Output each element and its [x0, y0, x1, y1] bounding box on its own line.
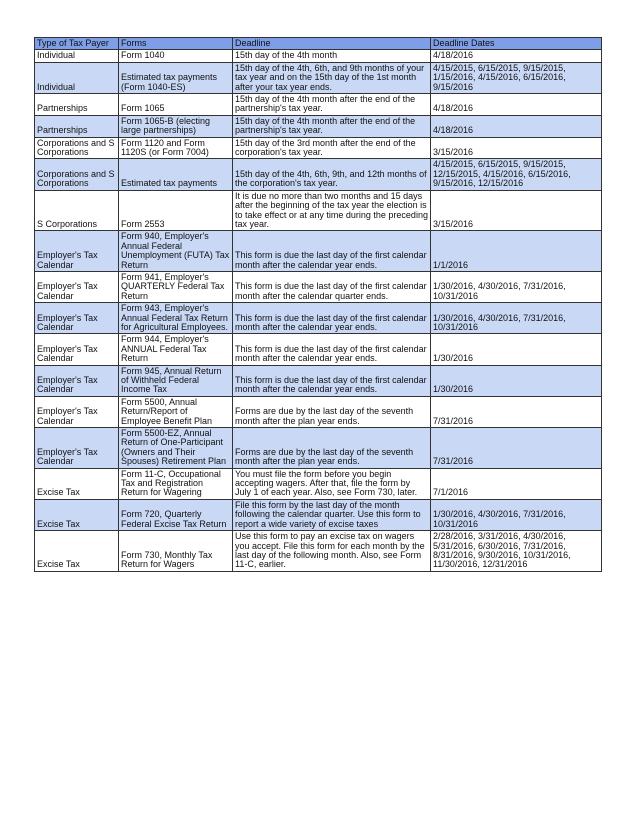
cell-taxpayer-type: Employer's Tax Calendar	[35, 271, 119, 302]
table-row	[35, 50, 602, 62]
table-header	[35, 38, 602, 50]
cell-form: Form 944, Employer's ANNUAL Federal Tax Return	[119, 334, 233, 365]
cell-taxpayer-type: Excise Tax	[35, 468, 119, 499]
cell-deadline-dates: 1/30/2016, 4/30/2016, 7/31/2016, 10/31/2016	[431, 271, 602, 302]
cell-form: Estimated tax payments	[119, 159, 233, 190]
cell-deadline: This form is due the last day of the first calendar month after the calendar year ends.	[233, 303, 431, 334]
header-type-of-tax-payer: Type of Tax Payer	[35, 38, 119, 50]
cell-taxpayer-type: Employer's Tax Calendar	[35, 334, 119, 365]
table-row	[35, 159, 602, 190]
header-forms: Forms	[119, 38, 233, 50]
cell-form: Form 940, Employer's Annual Federal Unemployment (FUTA) Tax Return	[119, 231, 233, 272]
cell-deadline-dates: 4/15/2015, 6/15/2015, 9/15/2015, 12/15/2015, 4/15/2016, 6/15/2016, 9/15/2016, 12/15/2016	[431, 159, 602, 190]
cell-deadline-dates: 4/18/2016	[431, 50, 602, 62]
cell-deadline: This form is due the last day of the first calendar month after the calendar year ends.	[233, 365, 431, 396]
table-row	[35, 468, 602, 499]
cell-deadline-dates: 7/1/2016	[431, 468, 602, 499]
header-row	[35, 38, 602, 50]
cell-deadline: 15th day of the 4th, 6th, 9th, and 12th months of the corporation's tax year.	[233, 159, 431, 190]
cell-form: Form 720, Quarterly Federal Excise Tax Return	[119, 499, 233, 530]
cell-form: Form 730, Monthly Tax Return for Wagers	[119, 531, 233, 572]
cell-taxpayer-type: Corporations and S Corporations	[35, 137, 119, 159]
tax-deadline-table	[34, 37, 602, 572]
table-row	[35, 137, 602, 159]
cell-taxpayer-type: Employer's Tax Calendar	[35, 231, 119, 272]
cell-deadline-dates: 1/30/2016, 4/30/2016, 7/31/2016, 10/31/2016	[431, 499, 602, 530]
cell-form: Form 11-C, Occupational Tax and Registration Return for Wagering	[119, 468, 233, 499]
header-deadline-dates: Deadline Dates	[431, 38, 602, 50]
cell-deadline: This form is due the last day of the first calendar month after the calendar year ends.	[233, 334, 431, 365]
cell-deadline: Forms are due by the last day of the seventh month after the plan year ends.	[233, 428, 431, 469]
cell-taxpayer-type: Employer's Tax Calendar	[35, 303, 119, 334]
cell-deadline-dates: 1/30/2016	[431, 365, 602, 396]
cell-taxpayer-type: Excise Tax	[35, 499, 119, 530]
table-row	[35, 94, 602, 116]
header-deadline: Deadline	[233, 38, 431, 50]
table-row	[35, 231, 602, 272]
table-row	[35, 334, 602, 365]
cell-deadline-dates: 3/15/2016	[431, 190, 602, 231]
cell-taxpayer-type: Employer's Tax Calendar	[35, 428, 119, 469]
cell-deadline: File this form by the last day of the month following the calendar quarter. Use this form to report a wide variety of excise taxes	[233, 499, 431, 530]
cell-deadline: It is due no more than two months and 15 days after the beginning of the tax year the election is to take effect or at any time during the preceding tax year.	[233, 190, 431, 231]
table-row	[35, 115, 602, 137]
cell-form: Form 1120 and Form 1120S (or Form 7004)	[119, 137, 233, 159]
cell-deadline-dates: 4/15/2015, 6/15/2015, 9/15/2015, 1/15/2016, 4/15/2016, 6/15/2016, 9/15/2016	[431, 62, 602, 93]
cell-form: Form 943, Employer's Annual Federal Tax Return for Agricultural Employees.	[119, 303, 233, 334]
table-row	[35, 428, 602, 469]
cell-form: Form 1065	[119, 94, 233, 116]
table-row	[35, 190, 602, 231]
cell-deadline: 15th day of the 4th month after the end of the partnership's tax year.	[233, 94, 431, 116]
cell-deadline: 15th day of the 4th month after the end of the partnership's tax year.	[233, 115, 431, 137]
cell-taxpayer-type: Excise Tax	[35, 531, 119, 572]
cell-taxpayer-type: Partnerships	[35, 115, 119, 137]
table-body	[35, 50, 602, 571]
cell-deadline: Use this form to pay an excise tax on wagers you accept. File this form for each month by the last day of the following month. Also, see Form 11-C, earlier.	[233, 531, 431, 572]
cell-form: Estimated tax payments (Form 1040-ES)	[119, 62, 233, 93]
cell-taxpayer-type: Employer's Tax Calendar	[35, 365, 119, 396]
cell-taxpayer-type: Partnerships	[35, 94, 119, 116]
table-row	[35, 303, 602, 334]
cell-deadline: This form is due the last day of the first calendar month after the calendar year ends.	[233, 231, 431, 272]
cell-deadline-dates: 4/18/2016	[431, 94, 602, 116]
cell-deadline-dates: 3/15/2016	[431, 137, 602, 159]
cell-taxpayer-type: Individual	[35, 62, 119, 93]
cell-deadline-dates: 1/1/2016	[431, 231, 602, 272]
cell-deadline-dates: 1/30/2016, 4/30/2016, 7/31/2016, 10/31/2016	[431, 303, 602, 334]
cell-deadline: This form is due the last day of the first calendar month after the calendar quarter ends.	[233, 271, 431, 302]
table-row	[35, 396, 602, 427]
table-row	[35, 499, 602, 530]
cell-form: Form 945, Annual Return of Withheld Federal Income Tax	[119, 365, 233, 396]
cell-deadline-dates: 4/18/2016	[431, 115, 602, 137]
table-row	[35, 271, 602, 302]
cell-deadline-dates: 7/31/2016	[431, 396, 602, 427]
cell-taxpayer-type: Corporations and S Corporations	[35, 159, 119, 190]
cell-deadline: 15th day of the 4th, 6th, and 9th months of your tax year and on the 15th day of the 1st month after your tax year ends.	[233, 62, 431, 93]
cell-deadline: 15th day of the 4th month	[233, 50, 431, 62]
cell-form: Form 1065-B (electing large partnerships)	[119, 115, 233, 137]
cell-form: Form 5500-EZ, Annual Return of One-Participant (Owners and Their Spouses) Retirement Plan	[119, 428, 233, 469]
cell-deadline: You must file the form before you begin accepting wagers. After that, file the form by July 1 of each year. Also, see Form 730, later.	[233, 468, 431, 499]
cell-deadline-dates: 7/31/2016	[431, 428, 602, 469]
cell-deadline-dates: 1/30/2016	[431, 334, 602, 365]
cell-taxpayer-type: Individual	[35, 50, 119, 62]
cell-deadline-dates: 2/28/2016, 3/31/2016, 4/30/2016, 5/31/2016, 6/30/2016, 7/31/2016, 8/31/2016, 9/30/2016, 10/31/2016, 11/30/2016, 12/31/2016	[431, 531, 602, 572]
cell-form: Form 5500, Annual Return/Report of Employee Benefit Plan	[119, 396, 233, 427]
table-row	[35, 365, 602, 396]
cell-deadline: 15th day of the 3rd month after the end of the corporation's tax year.	[233, 137, 431, 159]
cell-form: Form 1040	[119, 50, 233, 62]
cell-taxpayer-type: S Corporations	[35, 190, 119, 231]
cell-deadline: Forms are due by the last day of the seventh month after the plan year ends.	[233, 396, 431, 427]
cell-form: Form 941, Employer's QUARTERLY Federal Tax Return	[119, 271, 233, 302]
table-row	[35, 62, 602, 93]
cell-taxpayer-type: Employer's Tax Calendar	[35, 396, 119, 427]
cell-form: Form 2553	[119, 190, 233, 231]
table-row	[35, 531, 602, 572]
